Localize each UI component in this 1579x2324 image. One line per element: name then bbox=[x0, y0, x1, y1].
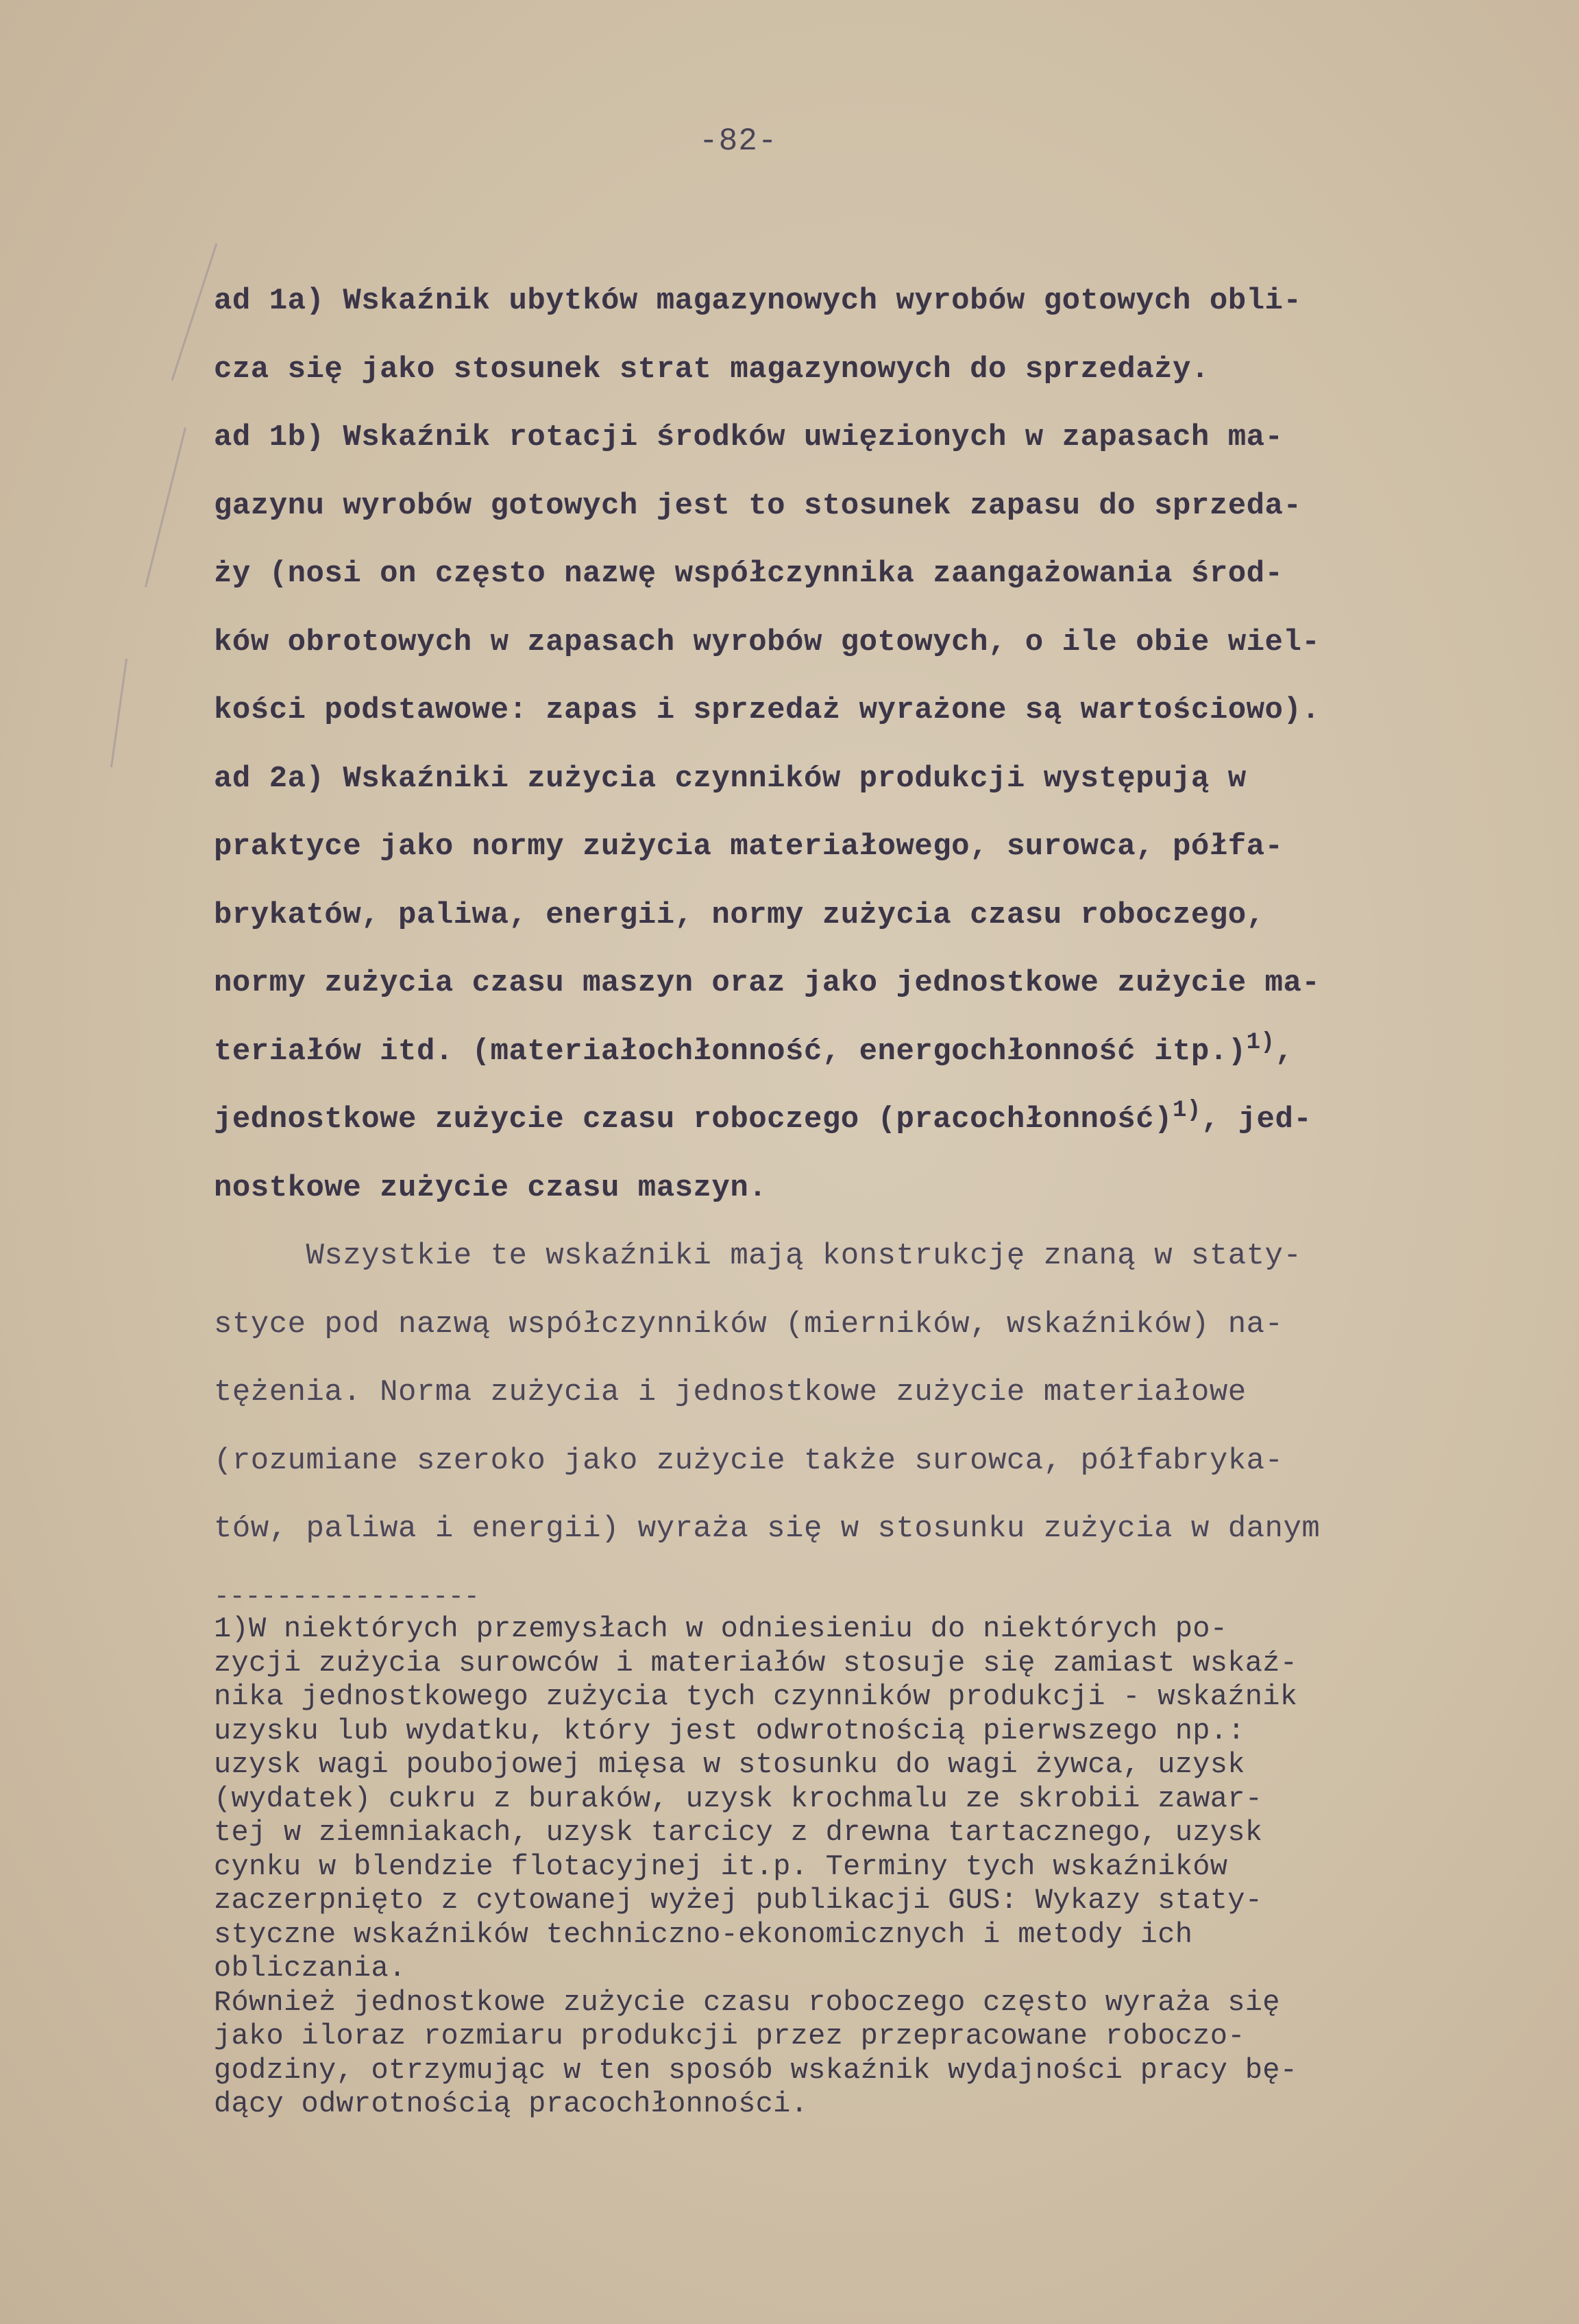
text-line bbox=[214, 677, 1468, 745]
text-line-content: cza się jako stosunek strat magazynowych do sprzedaży. bbox=[214, 352, 1210, 387]
footnote-line: nika jednostkowego zużycia tych czynników produkcji - wskaźnik bbox=[214, 1680, 1298, 1713]
text-line-tail: , bbox=[1275, 1034, 1294, 1069]
text-line-tail: , jed- bbox=[1201, 1102, 1312, 1137]
text-line bbox=[214, 472, 1468, 541]
footnote-line: dący odwrotnością pracochłonności. bbox=[214, 2087, 809, 2120]
text-line bbox=[214, 540, 1468, 609]
footnote-line: Również jednostkowe zużycie czasu roboczego często wyraża się bbox=[214, 1985, 1280, 2019]
text-line bbox=[214, 404, 1468, 472]
footnote-line: uzysku lub wydatku, który jest odwrotnością pierwszego np.: bbox=[214, 1714, 1245, 1747]
margin-pencil-mark bbox=[110, 659, 127, 768]
text-line-content: ży (nosi on często nazwę współczynnika zaangażowania środ- bbox=[214, 557, 1284, 591]
text-line-content: brykatów, paliwa, energii, normy zużycia czasu roboczego, bbox=[214, 897, 1265, 932]
text-line-content: ad 2a) Wskaźniki zużycia czynników produkcji występują w bbox=[214, 761, 1247, 796]
footnote-reference: 1) bbox=[1173, 1098, 1201, 1124]
text-line bbox=[214, 882, 1468, 950]
footnote-reference: 1) bbox=[1246, 1029, 1275, 1056]
text-line bbox=[214, 1086, 1468, 1154]
text-line bbox=[214, 1222, 1468, 1291]
footnote-line: godziny, otrzymując w ten sposób wskaźnik wydajności pracy bę- bbox=[214, 2053, 1298, 2087]
text-line bbox=[214, 336, 1468, 404]
text-line-content: gazynu wyrobów gotowych jest to stosunek zapasu do sprzeda- bbox=[214, 488, 1302, 523]
footnote-line: tej w ziemniakach, uzysk tarcicy z drewna tartacznego, uzysk bbox=[214, 1816, 1263, 1849]
text-line-content: nostkowe zużycie czasu maszyn. bbox=[214, 1170, 768, 1205]
footnote-line: cynku w blendzie flotacyjnej it.p. Terminy tych wskaźników bbox=[214, 1850, 1228, 1883]
text-line-content: normy zużycia czasu maszyn oraz jako jednostkowe zużycie ma- bbox=[214, 966, 1321, 1000]
text-line-content: tów, paliwa i energii) wyraża się w stosunku zużycia w danym bbox=[214, 1512, 1321, 1546]
text-line-content: praktyce jako normy zużycia materiałowego, surowca, półfa- bbox=[214, 830, 1284, 864]
text-line bbox=[214, 949, 1468, 1018]
footnote-separator: ----------------- bbox=[214, 1582, 480, 1612]
footnote-line: jako iloraz rozmiaru produkcji przez przepracowane roboczo- bbox=[214, 2020, 1245, 2053]
text-line bbox=[214, 1495, 1468, 1564]
margin-pencil-mark bbox=[171, 243, 218, 381]
text-line bbox=[214, 813, 1468, 882]
footnote-line: zaczerpnięto z cytowanej wyżej publikacji GUS: Wykazy staty- bbox=[214, 1884, 1263, 1917]
main-text bbox=[214, 267, 1468, 1564]
footnote-line: 1)W niektórych przemysłach w odniesieniu do niektórych po- bbox=[214, 1612, 1228, 1645]
footnote-line: styczne wskaźników techniczno-ekonomicznych i metody ich bbox=[214, 1917, 1193, 1951]
text-line bbox=[214, 609, 1468, 677]
text-line bbox=[214, 1291, 1468, 1359]
text-line bbox=[214, 745, 1468, 814]
text-line bbox=[214, 1427, 1468, 1496]
text-line-content: ad 1a) Wskaźnik ubytków magazynowych wyrobów gotowych obli- bbox=[214, 284, 1302, 318]
text-line-content: tężenia. Norma zużycia i jednostkowe zużycie materiałowe bbox=[214, 1375, 1247, 1409]
text-line-content: kości podstawowe: zapas i sprzedaż wyrażone są wartościowo). bbox=[214, 693, 1321, 727]
text-line-content: (rozumiane szeroko jako zużycie także surowca, półfabryka- bbox=[214, 1443, 1284, 1478]
page-number: -82- bbox=[699, 123, 778, 159]
footnotes bbox=[214, 1612, 1516, 2122]
footnote-line: obliczania. bbox=[214, 1952, 406, 1985]
margin-pencil-mark bbox=[145, 427, 186, 588]
text-line bbox=[214, 1154, 1468, 1223]
text-line-content: jednostkowe zużycie czasu roboczego (pracochłonność) bbox=[214, 1102, 1173, 1137]
text-line-content: styce pod nazwą współczynników (mierników, wskaźników) na- bbox=[214, 1307, 1284, 1342]
text-line-content: ad 1b) Wskaźnik rotacji środków uwięzionych w zapasach ma- bbox=[214, 420, 1284, 455]
text-line bbox=[214, 1018, 1468, 1087]
text-line-content: ków obrotowych w zapasach wyrobów gotowych, o ile obie wiel- bbox=[214, 625, 1321, 659]
text-line bbox=[214, 267, 1468, 336]
text-line bbox=[214, 1359, 1468, 1427]
footnote-line: zycji zużycia surowców i materiałów stosuje się zamiast wskaź- bbox=[214, 1646, 1298, 1680]
footnote-line: (wydatek) cukru z buraków, uzysk krochmalu ze skrobii zawar- bbox=[214, 1782, 1263, 1815]
text-line-content: Wszystkie te wskaźniki mają konstrukcję znaną w staty- bbox=[214, 1239, 1302, 1273]
footnote-line: uzysk wagi poubojowej mięsa w stosunku do wagi żywca, uzysk bbox=[214, 1748, 1245, 1781]
text-line-content: teriałów itd. (materiałochłonność, energochłonność itp.) bbox=[214, 1034, 1247, 1069]
